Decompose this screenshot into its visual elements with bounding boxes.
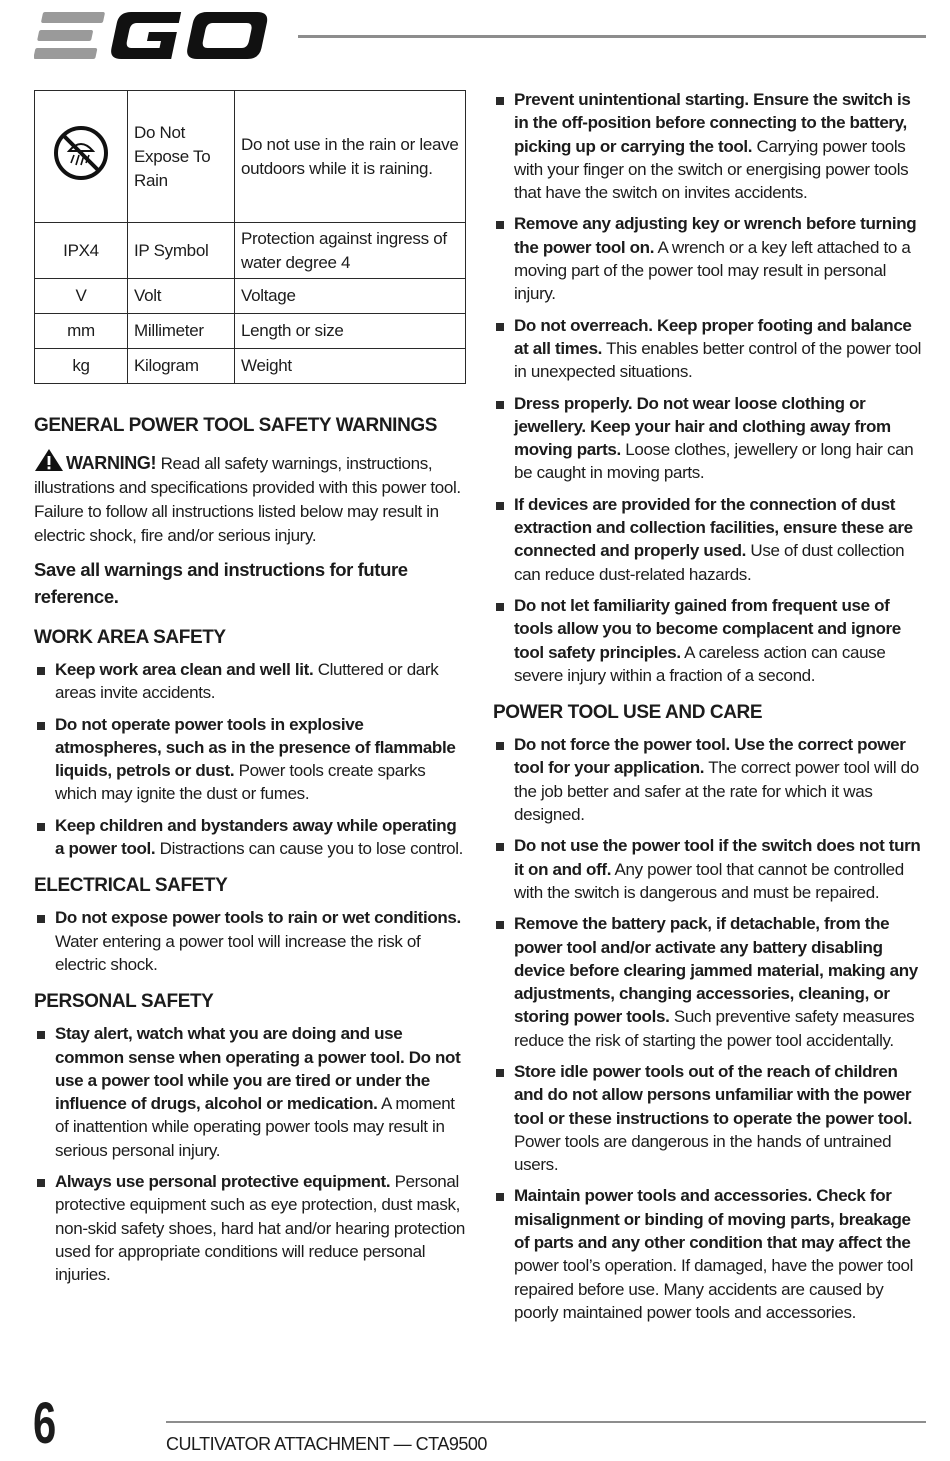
- item-text: Power tools are dangerous in the hands of untrained users.: [514, 1131, 892, 1175]
- personal-list: [34, 1022, 466, 1286]
- item-bold: Always use personal protective equipment.: [55, 1172, 391, 1192]
- left-column: [34, 90, 466, 1295]
- item-text: This enables better control of the power tool in unexpected situations.: [514, 338, 922, 382]
- item-bold: Keep children and bystanders away while operating a power tool.: [55, 815, 457, 859]
- page-number: 6: [33, 1391, 57, 1456]
- item-bold: If devices are provided for the connection of dust extraction and collection facilities, ensure these are connected and properly used.: [514, 494, 913, 561]
- page-header: [0, 0, 950, 80]
- no-rain-icon: [52, 124, 110, 182]
- list-item: [34, 814, 466, 861]
- symbol-cell: [35, 91, 128, 223]
- general-safety-heading: GENERAL POWER TOOL SAFETY WARNINGS: [34, 415, 438, 436]
- list-item: [493, 733, 927, 826]
- list-item: [34, 713, 466, 806]
- symbol-cell: V: [35, 279, 128, 314]
- list-item: [493, 493, 927, 586]
- power-tool-list: [493, 733, 927, 1324]
- item-text: Carrying power tools with your finger on the switch or energising power tools that have the switch on invites accidents.: [514, 136, 909, 203]
- symbol-cell: mm: [35, 314, 128, 349]
- table-row: [35, 279, 466, 314]
- item-text: Any power tool that cannot be controlled with the switch is dangerous and must be repaired.: [514, 859, 904, 902]
- item-bold: Do not expose power tools to rain or wet conditions.: [55, 908, 461, 928]
- item-bold: Remove any adjusting key or wrench before turning the power tool on.: [514, 214, 917, 257]
- item-text: A moment of inattention while operating power tools may result in serious personal injury.: [55, 1094, 455, 1160]
- item-text: A wrench or a key left attached to a moving part of the power tool may result in personal injury.: [514, 237, 911, 304]
- item-text: A careless action can cause severe injury within a fraction of a second.: [514, 642, 886, 685]
- symbol-name: Do Not Expose To Rain: [128, 91, 235, 223]
- table-row: [35, 349, 466, 384]
- symbol-name: Volt: [128, 279, 235, 314]
- list-item: [34, 1170, 466, 1286]
- personal-heading: PERSONAL SAFETY: [34, 991, 214, 1013]
- item-text: Use of dust collection can reduce dust-related hazards.: [514, 541, 905, 584]
- work-area-list: [34, 658, 466, 860]
- symbol-meaning: Do not use in the rain or leave outdoors while it is raining.: [235, 91, 466, 223]
- footer-title: CULTIVATOR ATTACHMENT — CTA9500: [166, 1434, 487, 1454]
- item-text: Loose clothes, jewellery or long hair can be caught in moving parts.: [514, 440, 914, 483]
- footer-rule: [166, 1421, 926, 1423]
- save-instructions: Save all warnings and instructions for future reference.: [34, 559, 408, 607]
- list-item: [493, 594, 927, 687]
- list-item: [34, 1022, 466, 1162]
- item-bold: Do not force the power tool. Use the correct power tool for your application.: [514, 735, 906, 778]
- item-text: Water entering a power tool will increase the risk of electric shock.: [55, 931, 421, 974]
- list-item: [493, 212, 927, 305]
- power-tool-heading: POWER TOOL USE AND CARE: [493, 702, 763, 724]
- item-text: Distractions can cause you to lose control.: [155, 839, 464, 859]
- list-item: [493, 834, 927, 904]
- personal-cont-list: [493, 88, 927, 687]
- item-text: Such preventive safety measures reduce the risk of starting the power tool accidentally.: [514, 1007, 915, 1050]
- item-bold: Prevent unintentional starting. Ensure the switch is in the off-position before connecting to the battery, picking up or carrying the tool.: [514, 90, 911, 156]
- right-column: [493, 88, 927, 1332]
- item-bold: Do not use the power tool if the switch does not turn it on and off.: [514, 836, 921, 879]
- list-item: [493, 1184, 927, 1324]
- table-row: [35, 91, 466, 223]
- item-bold: Do not let familiarity gained from frequent use of tools allow you to become complacent and ignore tool safety principles.: [514, 595, 901, 662]
- item-bold: Maintain power tools and accessories. Check for misalignment or binding of moving parts, breakage of parts and any other condition that may affect the: [514, 1186, 911, 1253]
- symbol-cell: kg: [35, 349, 128, 384]
- item-bold: Stay alert, watch what you are doing and use common sense when operating a power tool. Do not use a power tool while you are tired or under the influence of drugs, alcohol or medication.: [55, 1024, 461, 1114]
- symbol-name: Millimeter: [128, 314, 235, 349]
- work-area-heading: WORK AREA SAFETY: [34, 627, 226, 648]
- electrical-list: [34, 906, 466, 976]
- item-bold: Dress properly. Do not wear loose clothing or jewellery. Keep your hair and clothing away from moving parts.: [514, 393, 891, 460]
- item-text: Personal protective equipment such as eye protection, dust mask, non-skid safety shoes, hard hat and/or hearing protection used for appropriate conditions will reduce personal injuries.: [55, 1172, 466, 1285]
- table-row: [35, 223, 466, 279]
- electrical-heading: ELECTRICAL SAFETY: [34, 875, 228, 897]
- item-bold: Do not operate power tools in explosive atmospheres, such as in the presence of flammable liquids, petrols or dust.: [55, 714, 456, 781]
- item-bold: Store idle power tools out of the reach of children and do not allow persons unfamiliar with the power tool or these instructions to operate the power tool.: [514, 1061, 912, 1128]
- list-item: [493, 88, 927, 204]
- symbol-meaning: Voltage: [235, 279, 466, 314]
- list-item: [493, 912, 927, 1052]
- table-row: [35, 314, 466, 349]
- item-text: The correct power tool will do the job better and safer at the rate for which it was designed.: [514, 758, 919, 825]
- symbol-cell: IPX4: [35, 223, 128, 279]
- list-item: [493, 392, 927, 485]
- symbols-table: [34, 90, 466, 384]
- list-item: [34, 658, 466, 705]
- item-bold: Remove the battery pack, if detachable, from the power tool and/or activate any battery disabling device before clearing jammed material, making any adjustments, changing accessories, cleaning, or storing power tools.: [514, 914, 918, 1027]
- list-item: [493, 314, 927, 384]
- warning-paragraph: [34, 448, 466, 548]
- item-text: Cluttered or dark areas invite accidents.: [55, 660, 439, 703]
- list-item: [34, 906, 466, 976]
- symbol-name: Kilogram: [128, 349, 235, 384]
- symbol-meaning: Protection against ingress of water degree 4: [235, 223, 466, 279]
- item-text: power tool’s operation. If damaged, have the power tool repaired before use. Many accidents are caused by poorly maintained power tools and accessories.: [514, 1256, 914, 1322]
- warning-label: WARNING!: [66, 453, 157, 473]
- item-bold: Keep work area clean and well lit.: [55, 660, 314, 679]
- list-item: [493, 1060, 927, 1176]
- warning-text: Read all safety warnings, instructions, illustrations and specifications provided with this power tool. Failure to follow all instructions listed below may result in electric shock, fire and/or serious injury.: [34, 454, 461, 545]
- item-bold: Do not overreach. Keep proper footing and balance at all times.: [514, 315, 912, 358]
- symbol-meaning: Length or size: [235, 314, 466, 349]
- item-text: Power tools create sparks which may ignite the dust or fumes.: [55, 761, 426, 804]
- header-rule: [298, 35, 926, 38]
- symbol-name: IP Symbol: [128, 223, 235, 279]
- ego-logo: [34, 8, 274, 64]
- symbol-meaning: Weight: [235, 349, 466, 384]
- warning-triangle-icon: [34, 448, 64, 472]
